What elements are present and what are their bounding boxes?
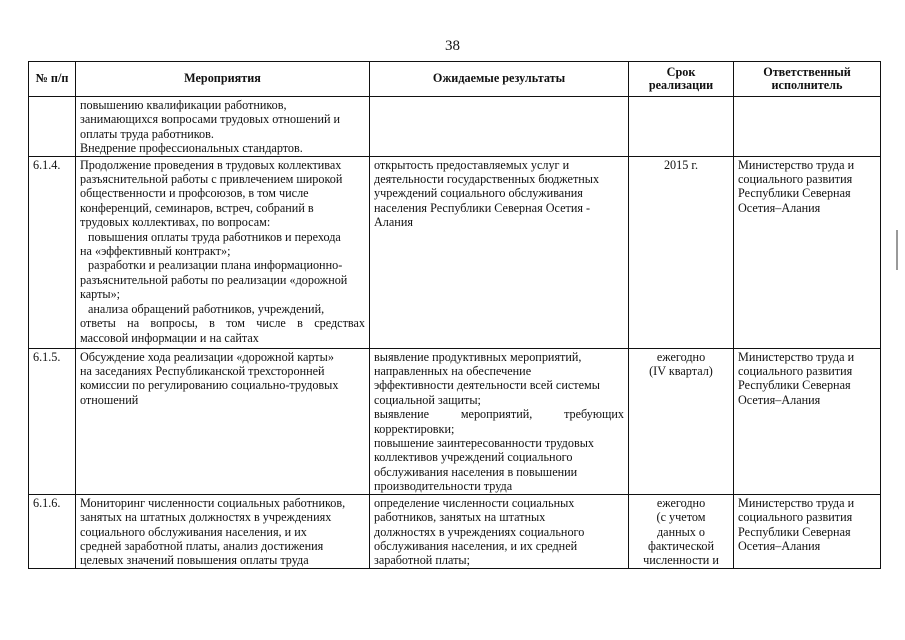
cell-activity [76, 348, 370, 494]
cell-text-line: Обсуждение хода реализации «дорожной карты» [80, 349, 334, 364]
cell-text-line: обслуживания населения, и их средней [374, 538, 578, 553]
cell-text-line: разработки и реализации плана информационно- [88, 258, 343, 273]
cell-text-line: заработной платы; [374, 553, 470, 568]
cell-text-line: должностях в учреждениях социального [374, 524, 585, 539]
cell-text-line: конференций, семинаров, встреч, собраний в [80, 200, 314, 215]
cell-text-line: занятых на штатных должностях в учреждениях [80, 510, 332, 525]
header-term-line: реализации [648, 78, 714, 92]
cell-text-line: (IV квартал) [649, 364, 713, 379]
cell-text-line: разъяснительной работы с привлечением широкой [80, 172, 343, 187]
table-header-row [29, 62, 881, 97]
header-responsible-line: исполнитель [771, 78, 843, 92]
cell-text-line: работников, занятых на штатных [374, 510, 546, 525]
cell-text-line: анализа обращений работников, учреждений, [88, 301, 325, 316]
cell-text-line: эффективности деятельности всей системы [374, 378, 600, 393]
header-number: № п/п [29, 62, 76, 97]
cell-term [629, 348, 734, 494]
cell-text-line: повышению квалификации работников, [80, 98, 287, 112]
cell-text-line: социальной защиты; [374, 392, 481, 407]
cell-text-line: отношений [80, 392, 139, 407]
table-row [29, 494, 881, 568]
cell-text-line: численности и [643, 553, 719, 568]
cell-text-line: направленных на обеспечение [374, 364, 532, 379]
cell-text-line: Осетия–Алания [738, 392, 821, 407]
table-row [29, 97, 881, 157]
cell-activity [76, 494, 370, 568]
cell-activity [76, 97, 370, 157]
cell-text-line: социального обслуживания населения, и их [80, 524, 307, 539]
cell-text-line: Республики Северная [738, 186, 851, 201]
cell-term [629, 494, 734, 568]
cell-activity [76, 156, 370, 348]
cell-text-line: выявление мероприятий, требующих [374, 407, 624, 422]
cell-text-line: на «эффективный контракт»; [80, 244, 231, 259]
cell-text-line: занимающихся вопросами трудовых отношений и [80, 112, 341, 127]
cell-text-line: выявление продуктивных мероприятий, [374, 349, 582, 364]
cell-text-line: коллективов учреждений социального [374, 450, 573, 465]
cell-text-line: оплаты труда работников. [80, 126, 214, 141]
cell-text-line: Министерство труда и [738, 349, 855, 364]
cell-text-line: (с учетом [656, 510, 706, 525]
cell-text-line: общественности и профсоюзов, в том числе [80, 186, 309, 201]
cell-text-line: трудовых коллективах, по вопросам: [80, 215, 271, 230]
cell-text-line: корректировки; [374, 421, 455, 436]
cell-text-line: Мониторинг численности социальных работников, [80, 495, 346, 510]
header-responsible [734, 62, 881, 97]
cell-text-line: разъяснительной работы по реализации «дорожной [80, 272, 348, 287]
cell-text-line: Внедрение профессиональных стандартов. [80, 141, 303, 156]
table-body [29, 97, 881, 569]
cell-text-line: Министерство труда и [738, 157, 855, 172]
cell-text-line: ежегодно [656, 349, 706, 364]
cell-text-line: целевых значений повышения оплаты труда [80, 553, 309, 568]
cell-text-line: деятельности государственных бюджетных [374, 172, 600, 187]
cell-text-line: социального развития [738, 364, 853, 379]
cell-text-line: фактической [647, 538, 715, 553]
cell-number: 6.1.6. [29, 494, 76, 568]
cell-text-line: учреждений социального обслуживания [374, 186, 583, 201]
cell-results [370, 97, 629, 157]
table-row [29, 156, 881, 348]
cell-number: 6.1.5. [29, 348, 76, 494]
cell-text-line: повышение заинтересованности трудовых [374, 436, 594, 451]
cell-text-line: повышения оплаты труда работников и перехода [88, 229, 341, 244]
cell-text-line: комиссии по регулированию социально-трудовых [80, 378, 339, 393]
cell-results [370, 348, 629, 494]
scan-edge-mark [896, 230, 898, 270]
header-term [629, 62, 734, 97]
cell-text-line: данных о [656, 524, 706, 539]
cell-results [370, 156, 629, 348]
cell-text-line: Республики Северная [738, 378, 851, 393]
cell-text-line: Министерство труда и [738, 495, 855, 510]
cell-term [629, 156, 734, 348]
cell-text-line: населения Республики Северная Осетия - [374, 200, 591, 215]
cell-text-line: на заседаниях Республиканской трехсторонней [80, 364, 325, 379]
cell-text-line: Осетия–Алания [738, 538, 821, 553]
cell-responsible [734, 348, 881, 494]
cell-text-line: Продолжение проведения в трудовых коллективах [80, 157, 342, 172]
cell-text-line: социального развития [738, 172, 853, 187]
cell-responsible [734, 156, 881, 348]
header-activities: Мероприятия [76, 62, 370, 97]
header-term-line: Срок [666, 64, 696, 79]
cell-text-line: обслуживания населения в повышении [374, 464, 578, 479]
cell-text-line: ответы на вопросы, в том числе в средствах [80, 316, 365, 331]
cell-text-line: массовой информации и на сайтах [80, 330, 259, 345]
header-responsible-line: Ответственный [763, 64, 851, 79]
cell-responsible [734, 97, 881, 157]
page-number: 38 [445, 38, 460, 54]
cell-text-line: Осетия–Алания [738, 200, 821, 215]
cell-number: 6.1.4. [29, 156, 76, 348]
cell-results [370, 494, 629, 568]
cell-text-line: 2015 г. [663, 157, 699, 172]
cell-text-line: Алания [374, 215, 413, 230]
cell-text-line: Республики Северная [738, 524, 851, 539]
header-expected-results: Ожидаемые результаты [370, 62, 629, 97]
cell-number [29, 97, 76, 157]
cell-text-line: производительности труда [374, 479, 513, 494]
activities-table [28, 61, 881, 569]
cell-text-line: открытость предоставляемых услуг и [374, 157, 570, 172]
cell-text-line: определение численности социальных [374, 495, 575, 510]
table-row [29, 348, 881, 494]
cell-text-line: карты»; [80, 287, 121, 302]
cell-text-line: социального развития [738, 510, 853, 525]
cell-responsible [734, 494, 881, 568]
cell-text-line: ежегодно [656, 495, 706, 510]
cell-text-line: средней заработной платы, анализ достижения [80, 538, 324, 553]
cell-term [629, 97, 734, 157]
